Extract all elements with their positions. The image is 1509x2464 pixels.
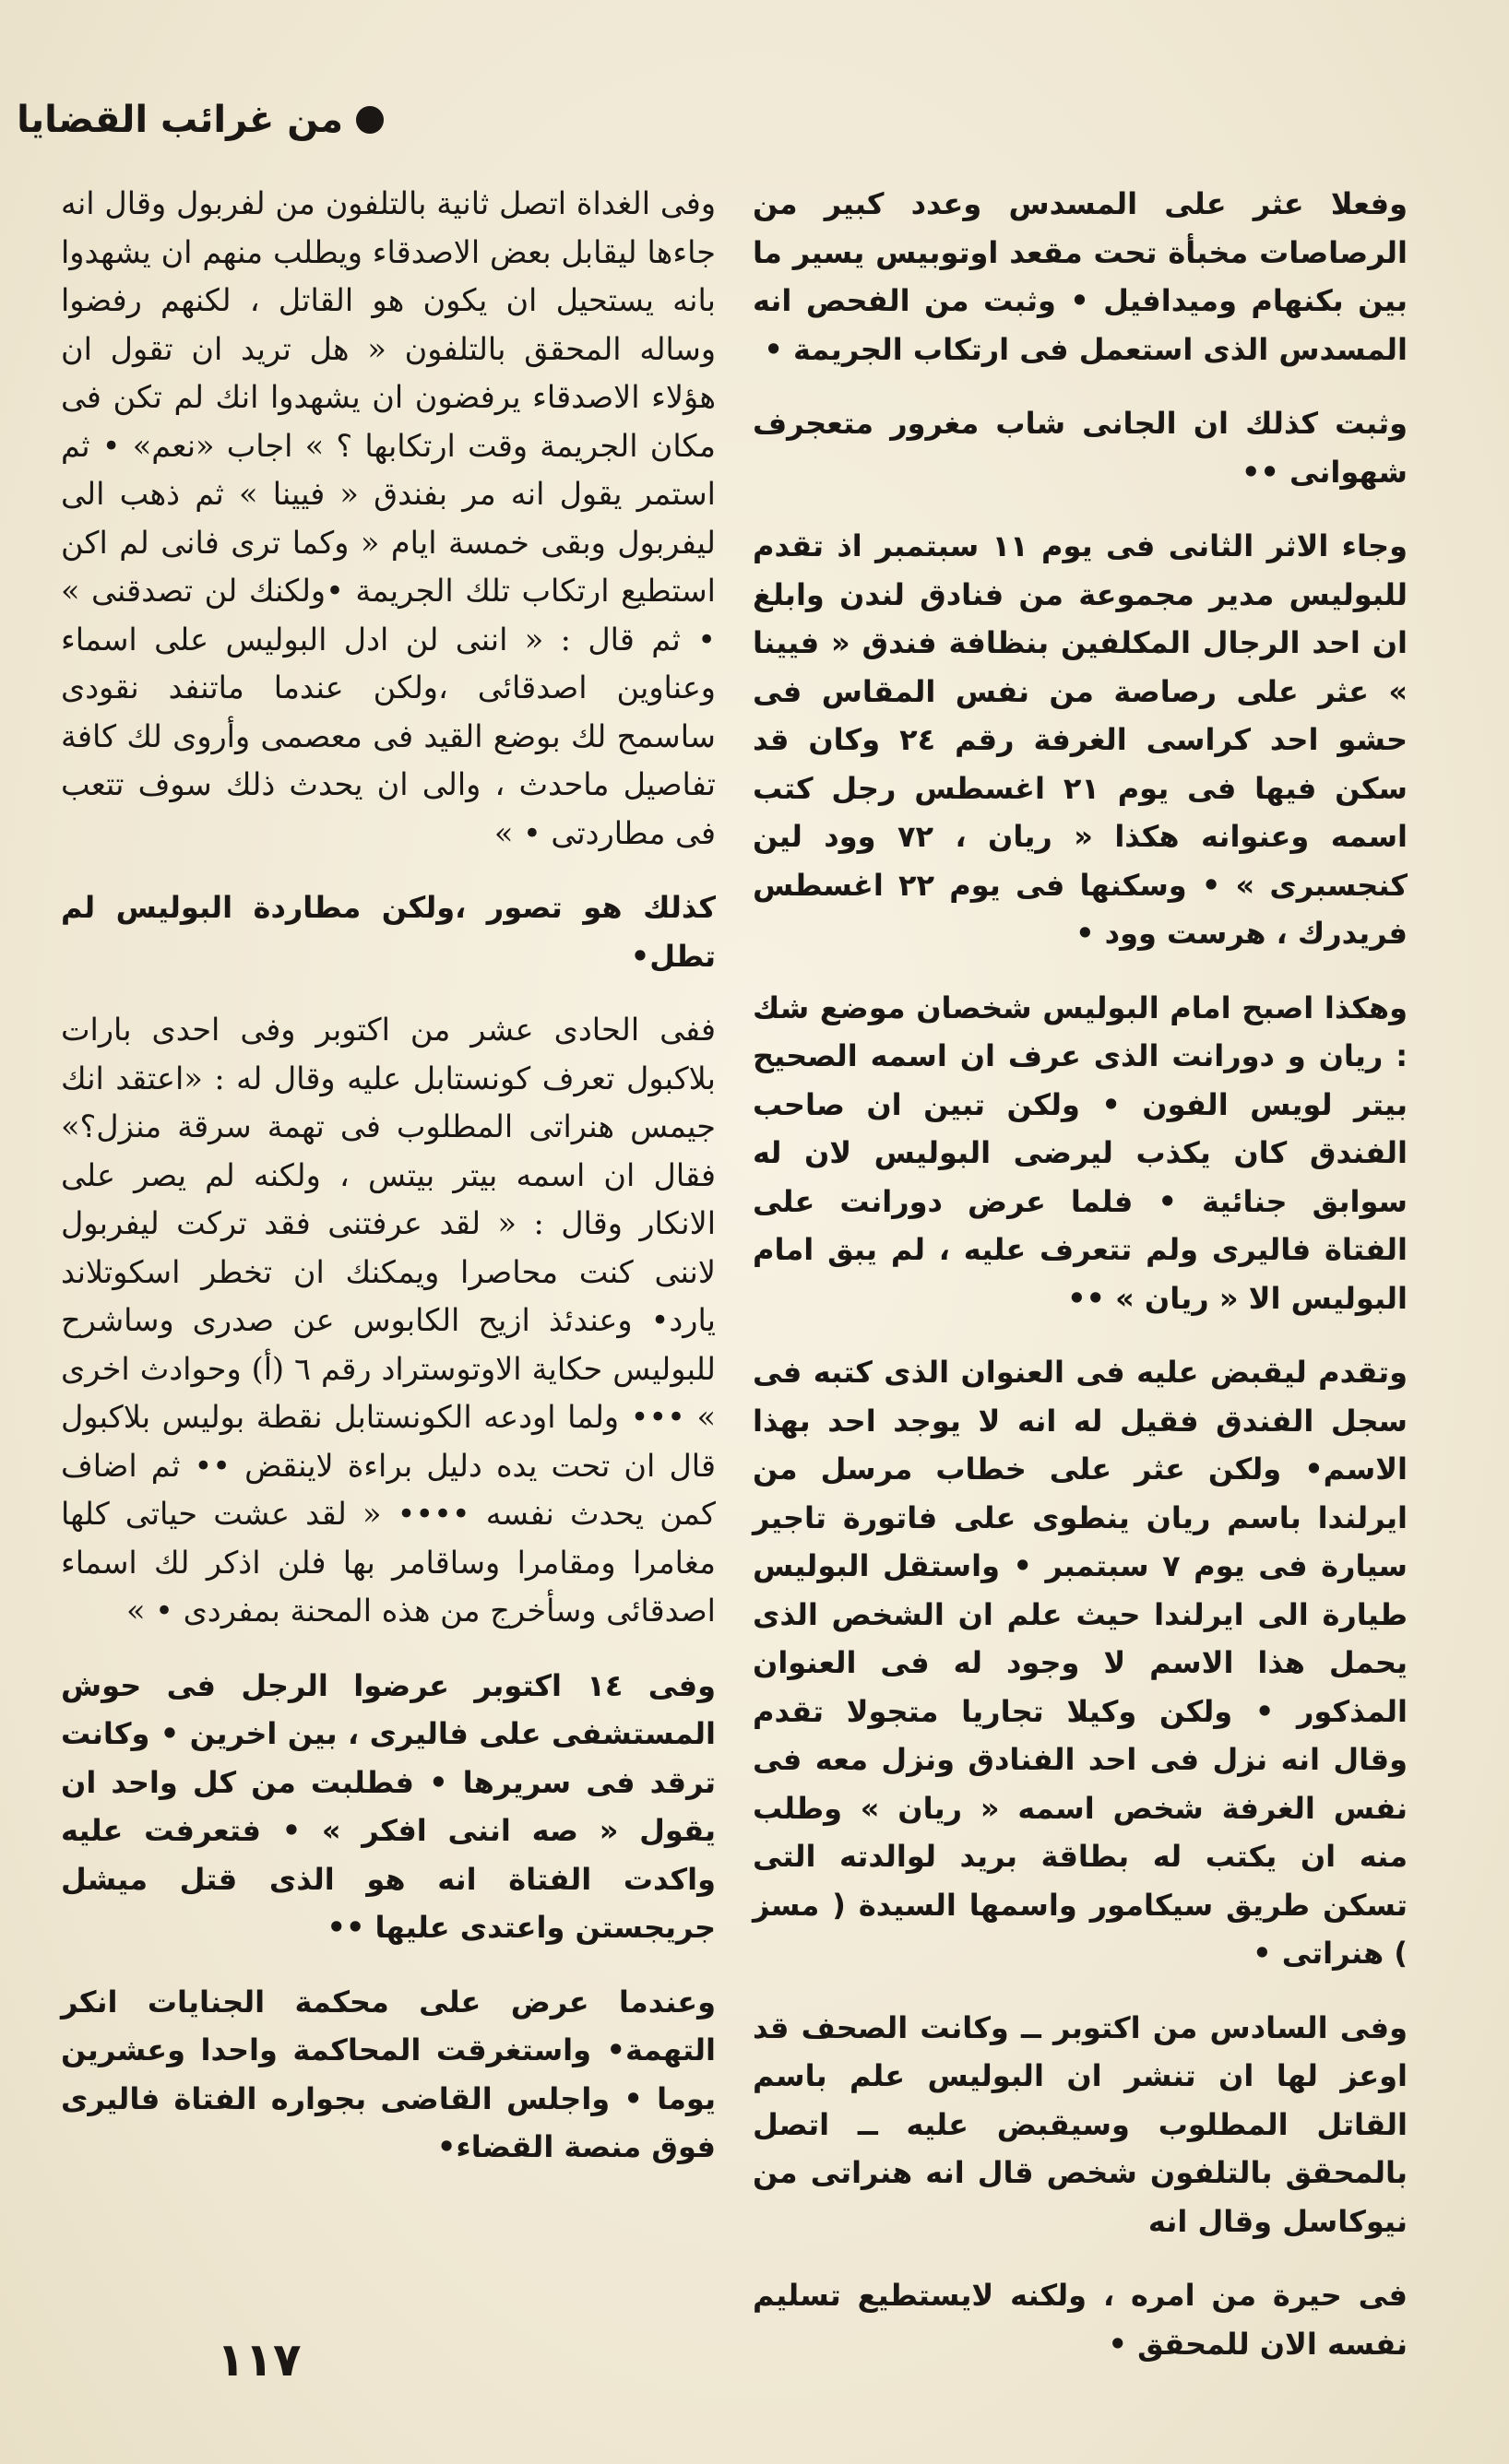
paragraph: فى حيرة من امره ، ولكنه لايستطيع تسليم نفسه الان للمحقق • <box>753 2278 1408 2362</box>
paragraph: وفى الغداة اتصل ثانية بالتلفون من لفربول وقال انه جاءها ليقابل بعض الاصدقاء ويطلب منهم ان يشهدوا بانه يستحيل ان يكون هو القاتل ، لكنهم رفضوا وساله المحقق بالتلفون « هل تريد ان تقول ان هؤلاء الاصدقاء يرفضون ان يشهدوا انك لم تكن فى مكان الجريمة وقت ارتكابها ؟ » اجاب «نعم» • ثم استمر يقول انه مر بفندق « فيينا » ثم ذهب الى ليفربول وبقى خمسة ايام « وكما ترى فانى لم اكن استطيع ارتكاب تلك الجريمة •ولكنك لن تصدقنى » • ثم قال : « اننى لن ادل البوليس على اسماء وعناوين اصدقائى ،ولكن عندما ماتنفد نقودى ساسمح لك بوضع القيد فى معصمى وأروى لك كافة تفاصيل ماحدث ، والى ان يحدث ذلك سوف تتعب فى مطاردتى • » <box>61 185 716 851</box>
paragraph: وهكذا اصبح امام البوليس شخصان موضع شك : ريان و دورانت الذى عرف ان اسمه الصحيح بيتر لويس الفون • ولكن تبين ان صاحب الفندق كان يكذب ليرضى البوليس لان له سوابق جنائية • فلما عرض دورانت على الفتاة فاليرى ولم تتعرف عليه ، لم يبق امام البوليس الا « ريان » •• <box>753 989 1408 1316</box>
paragraph: كذلك هو تصور ،ولكن مطاردة البوليس لم تطل• <box>61 890 716 974</box>
right-column <box>753 180 1408 2362</box>
paragraph: وثبت كذلك ان الجانى شاب مغرور متعجرف شهوانى •• <box>753 406 1408 490</box>
paragraph: وفعلا عثر على المسدس وعدد كبير من الرصاصات مخبأة تحت مقعد اوتوبيس يسير ما بين بكنهام وميدافيل • وثبت من الفحص انه المسدس الذى استعمل فى ارتكاب الجريمة • <box>753 186 1408 367</box>
left-column <box>61 180 716 2301</box>
paragraph: وفى السادس من اكتوبر ــ وكانت الصحف قد اوعز لها ان تنشر ان البوليس علم باسم القاتل المطلوب وسيقبض عليه ــ اتصل بالمحقق بالتلفون شخص قال انه هنراتى من نيوكاسل وقال انه <box>753 2009 1408 2239</box>
paragraph: وفى ١٤ اكتوبر عرضوا الرجل فى حوش المستشفى على فاليرى ، بين اخرين • وكانت ترقد فى سريرها • فطلبت من كل واحد ان يقول « صه اننى افكر » • فتعرفت عليه واكدت الفتاة انه هو الذى قتل ميشل جريجستن واعتدى عليها •• <box>61 1667 716 1945</box>
page-number: ١١٧ <box>217 2333 302 2387</box>
paragraph: وعندما عرض على محكمة الجنايات انكر التهمة• واستغرقت المحاكمة واحدا وعشرين يوما • واجلس القاضى بجواره الفتاة فاليرى فوق منصة القضاء• <box>61 1984 716 2164</box>
section-header <box>17 92 384 148</box>
paragraph: وجاء الاثر الثانى فى يوم ١١ سبتمبر اذ تقدم للبوليس مدير مجموعة من فنادق لندن وابلغ ان احد الرجال المكلفين بنظافة فندق « فيينا » عثر على رصاصة من نفس المقاس فى حشو احد كراسى الغرفة رقم ٢٤ وكان قد سكن فيها فى يوم ٢١ اغسطس رجل كتب اسمه وعنوانه هكذا « ريان ، ٧٢ وود لين كنجسبرى » • وسكنها فى يوم ٢٢ اغسطس فريدرك ، هرست وود • <box>753 528 1408 951</box>
bullet-icon <box>356 106 384 134</box>
paragraph: وتقدم ليقبض عليه فى العنوان الذى كتبه فى سجل الفندق فقيل له انه لا يوجد احد بهذا الاسم• ولكن عثر على خطاب مرسل من ايرلندا باسم ريان ينطوى على فاتورة تاجير سيارة فى يوم ٧ سبتمبر • واستقل البوليس طيارة الى ايرلندا حيث علم ان الشخص الذى يحمل هذا الاسم لا وجود له فى العنوان المذكور • ولكن وكيلا تجاريا متجولا تقدم وقال انه نزل فى احد الفنادق ونزل معه فى نفس الغرفة شخص اسمه « ريان » وطلب منه ان يكتب له بطاقة بريد لوالدته التى تسكن طريق سيكامور واسمها السيدة ( مسز ) هنراتى • <box>753 1355 1408 1971</box>
paragraph: ففى الحادى عشر من اكتوبر وفى احدى بارات بلاكبول تعرف كونستابل عليه وقال له : «اعتقد انك جيمس هنراتى المطلوب فى تهمة سرقة منزل؟» فقال ان اسمه بيتر بيتس ، ولكنه لم يصر على الانكار وقال : « لقد عرفتنى فقد تركت ليفربول لاننى كنت محاصرا ويمكنك ان تخطر اسكوتلاند يارد• وعندئذ ازيح الكابوس عن صدرى وساشرح للبوليس حكاية الاوتوستراد رقم ٦ (أ) وحوادث اخرى » ••• ولما اودعه الكونستابل نقطة بوليس بلاكبول قال ان تحت يده دليل براءة لاينقض •• ثم اضاف كمن يحدث نفسه •••• « لقد عشت حياتى كلها مغامرا ومقامرا وساقامر بها فلن اذكر لك اسماء اصدقائى وسأخرج من هذه المحنة بمفردى • » <box>61 1012 716 1629</box>
section-title: من غرائب القضايا <box>17 99 343 141</box>
